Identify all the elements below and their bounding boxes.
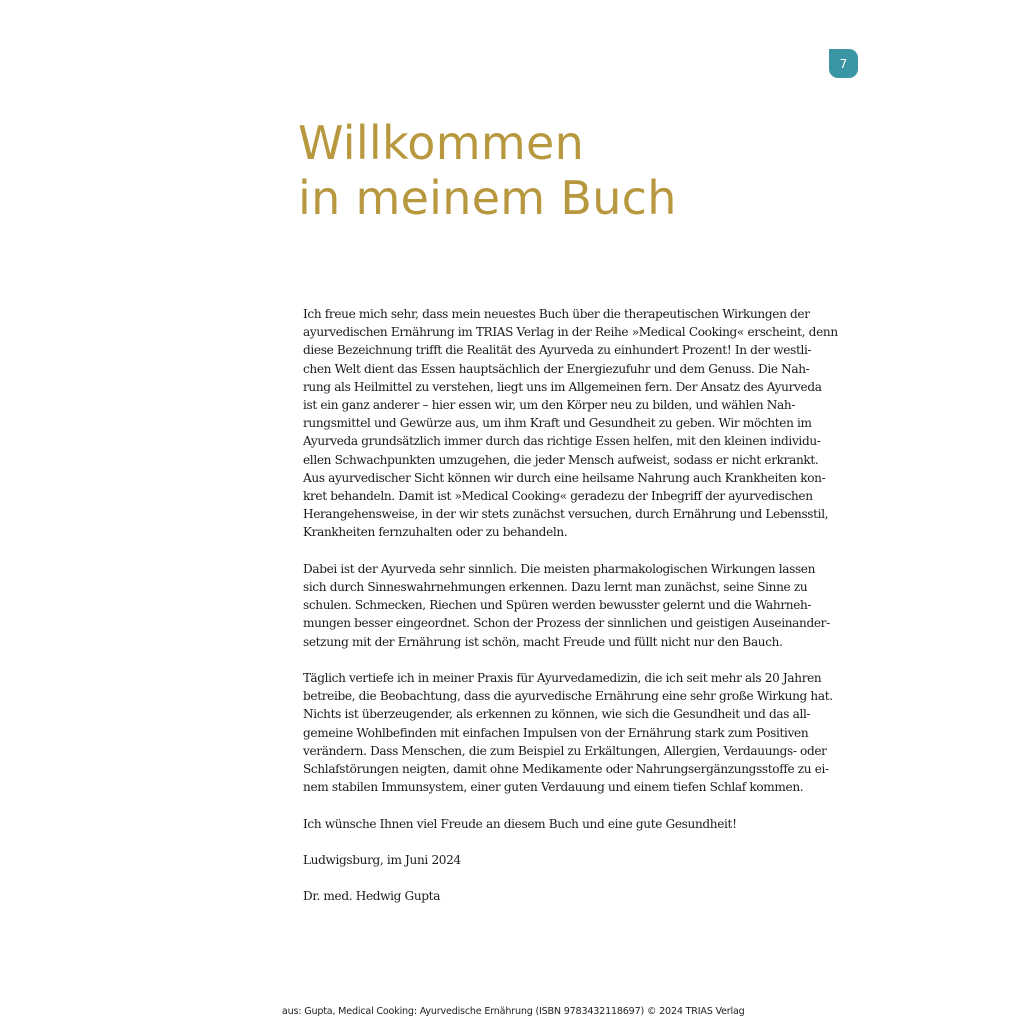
paragraph-line: betreibe, die Beobachtung, dass die ayurvedische Ernährung eine sehr große Wirkung hat. [303, 689, 833, 704]
paragraph [303, 560, 830, 651]
paragraph-line: kret behandeln. Damit ist »Medical Cooking« geradezu der Inbegriff der ayurvedischen [303, 489, 813, 504]
paragraph [303, 305, 838, 542]
page-title [298, 116, 898, 226]
paragraph-line: Ich wünsche Ihnen viel Freude an diesem Buch und eine gute Gesundheit! [303, 816, 737, 831]
paragraph-line: schulen. Schmecken, Riechen und Spüren werden bewusster gelernt und die Wahrneh- [303, 598, 812, 613]
paragraph-line: Ayurveda grundsätzlich immer durch das richtige Essen helfen, mit den kleinen individu- [303, 434, 821, 449]
paragraph-line: Dr. med. Hedwig Gupta [303, 889, 441, 904]
page-number-badge [829, 49, 858, 78]
paragraph-line: Herangehensweise, in der wir stets zunächst versuchen, durch Ernährung und Lebensstil, [303, 507, 829, 522]
paragraph [303, 887, 823, 905]
paragraph-line: Aus ayurvedischer Sicht können wir durch eine heilsame Nahrung auch Krankheiten kon- [303, 470, 826, 485]
title-line-1: Willkommen [298, 116, 585, 170]
paragraph-line: sich durch Sinneswahrnehmungen erkennen. Dazu lernt man zunächst, seine Sinne zu [303, 580, 808, 595]
paragraph [303, 669, 833, 796]
paragraph-line: Schlafstörungen neigten, damit ohne Medikamente oder Nahrungsergänzungsstoffe zu ei- [303, 762, 829, 777]
footer-citation: aus: Gupta, Medical Cooking: Ayurvedische Ernährung (ISBN 9783432118697) © 2024 TRIAS Verlag [282, 1006, 745, 1017]
paragraph-line: nem stabilen Immunsystem, einer guten Verdauung und einem tiefen Schlaf kommen. [303, 780, 804, 795]
paragraph-line: gemeine Wohlbefinden mit einfachen Impulsen von der Ernährung stark zum Positiven [303, 725, 809, 740]
paragraph-line: Nichts ist überzeugender, als erkennen zu können, wie sich die Gesundheit und das all- [303, 707, 811, 722]
paragraph-line: Dabei ist der Ayurveda sehr sinnlich. Die meisten pharmakologischen Wirkungen lassen [303, 561, 816, 576]
paragraph [303, 815, 823, 833]
paragraph-line: setzung mit der Ernährung ist schön, macht Freude und füllt nicht nur den Bauch. [303, 634, 783, 649]
paragraph-line: mungen besser eingeordnet. Schon der Prozess der sinnlichen und geistigen Auseinander- [303, 616, 830, 631]
title-line-2: in meinem Buch [298, 171, 677, 225]
paragraph-line: Ludwigsburg, im Juni 2024 [303, 853, 461, 868]
body-text [303, 305, 838, 924]
paragraph-line: Ich freue mich sehr, dass mein neuestes Buch über die therapeutischen Wirkungen der [303, 307, 810, 321]
page-number: 7 [839, 56, 848, 71]
paragraph-line: chen Welt dient das Essen hauptsächlich der Energiezufuhr und dem Genuss. Die Nah- [303, 361, 810, 376]
paragraph-line: rungsmittel und Gewürze aus, um ihm Kraft und Gesundheit zu geben. Wir möchten im [303, 416, 812, 431]
paragraph [303, 851, 823, 869]
paragraph-line: rung als Heilmittel zu verstehen, liegt uns im Allgemeinen fern. Der Ansatz des Ayurveda [303, 379, 822, 394]
paragraph-line: verändern. Dass Menschen, die zum Beispiel zu Erkältungen, Allergien, Verdauungs- oder [303, 743, 827, 758]
paragraph-line: ist ein ganz anderer – hier essen wir, um den Körper neu zu bilden, und wählen Nah- [303, 398, 796, 413]
paragraph-line: Täglich vertiefe ich in meiner Praxis für Ayurvedamedizin, die ich seit mehr als 20 Jahren [303, 671, 822, 686]
paragraph-line: ellen Schwachpunkten umzugehen, die jeder Mensch aufweist, sodass er nicht erkrankt. [303, 452, 819, 467]
paragraph-line: ayurvedischen Ernährung im TRIAS Verlag in der Reihe »Medical Cooking« erscheint, denn [303, 325, 838, 340]
paragraph-line: diese Bezeichnung trifft die Realität des Ayurveda zu einhundert Prozent! In der westli- [303, 343, 812, 358]
paragraph-line: Krankheiten fernzuhalten oder zu behandeln. [303, 525, 568, 540]
